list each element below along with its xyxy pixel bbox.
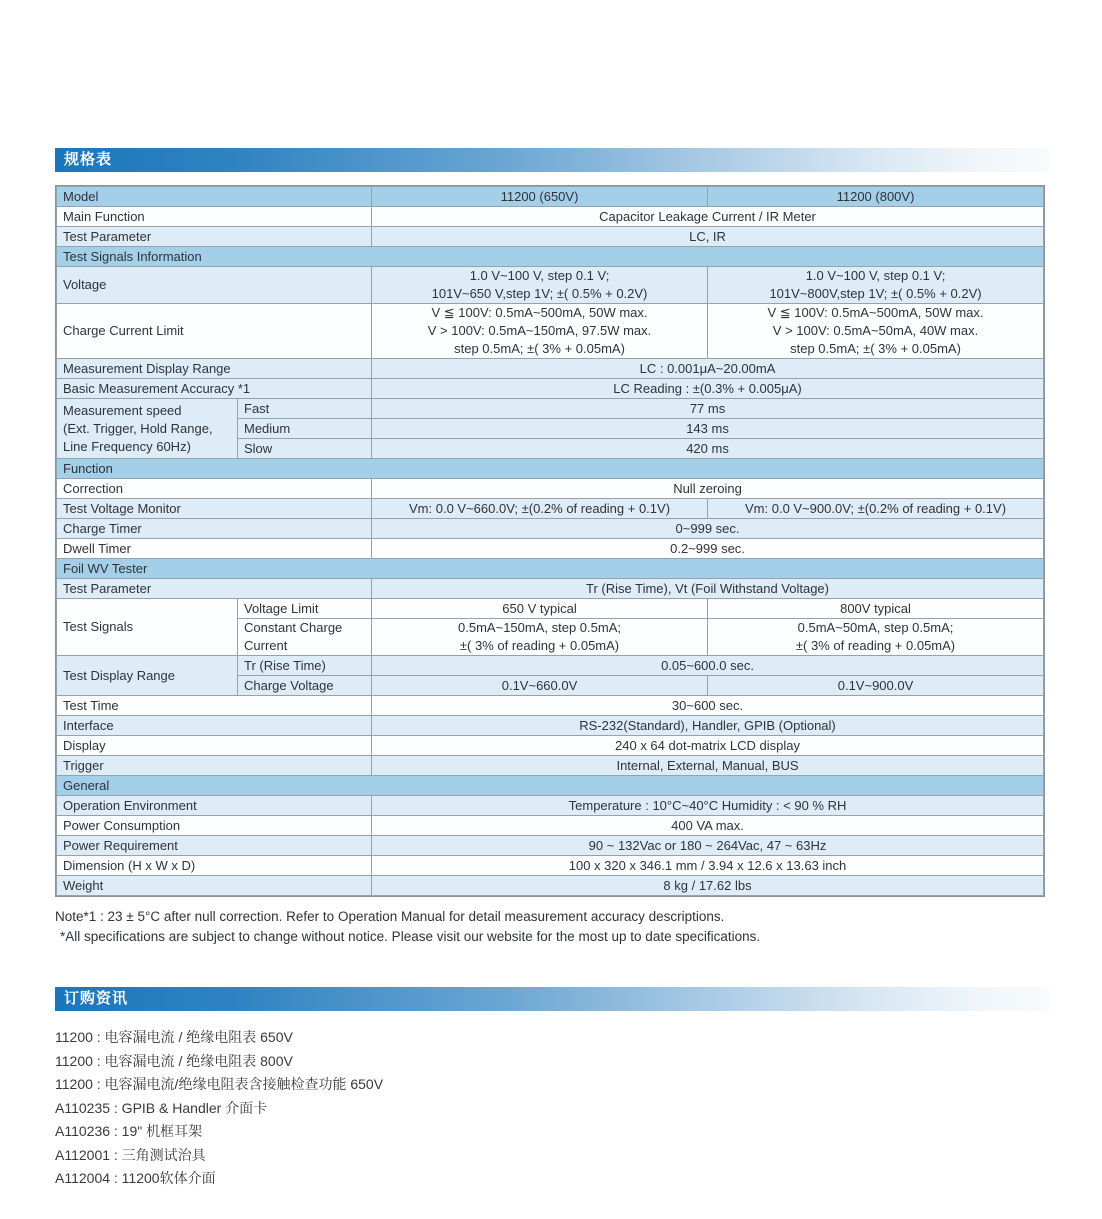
cell-line: V ≦ 100V: 0.5mA~500mA, 50W max. <box>431 305 648 320</box>
cell-line: ±( 3% of reading + 0.05mA) <box>795 638 956 653</box>
spec-section-foil-wv-tester <box>57 559 1043 578</box>
cell-line: 0.5mA~50mA, step 0.5mA; <box>797 620 954 635</box>
spec-row-dimension <box>57 856 1043 875</box>
row-label: Display <box>57 736 371 755</box>
spec-row-charge-timer <box>57 519 1043 538</box>
speed-group-label <box>57 399 237 458</box>
tvm-650-cell: Vm: 0.0 V~660.0V; ±(0.2% of reading + 0.1V) <box>372 499 707 518</box>
spec-row-dwell-timer <box>57 539 1043 558</box>
cell-line: 101V~800V,step 1V; ±( 0.5% + 0.2V) <box>769 286 982 301</box>
spec-row-operation-environment <box>57 796 1043 815</box>
ordering-item: 11200 : 电容漏电流 / 绝缘电阻表 650V <box>55 1029 293 1045</box>
row-label: Voltage <box>57 267 371 303</box>
spec-section-title: 规格表 <box>64 151 113 168</box>
cell-line: V > 100V: 0.5mA~50mA, 40W max. <box>772 323 979 338</box>
row-label: Correction <box>57 479 371 498</box>
row-value: 0.2~999 sec. <box>372 539 1043 558</box>
section-header: Foil WV Tester <box>57 559 1043 578</box>
row-label: Power Requirement <box>57 836 371 855</box>
cell-line: V ≦ 100V: 0.5mA~500mA, 50W max. <box>767 305 984 320</box>
spec-row-tr-rise-time <box>57 656 1043 675</box>
row-label: Dimension (H x W x D) <box>57 856 371 875</box>
row-label: Test Parameter <box>57 579 371 598</box>
row-value: Null zeroing <box>372 479 1043 498</box>
label-line: Measurement speed <box>63 402 182 418</box>
section-header: Function <box>57 459 1043 478</box>
footnote-accuracy: Note*1 : 23 ± 5°C after null correction. Refer to Operation Manual for detail measurement accuracy descriptions. <box>55 909 725 924</box>
row-label: Power Consumption <box>57 816 371 835</box>
spec-row-correction <box>57 479 1043 498</box>
model-800-cell: 11200 (800V) <box>708 187 1043 206</box>
speed-value: 143 ms <box>372 419 1043 438</box>
row-value: 90 ~ 132Vac or 180 ~ 264Vac, 47 ~ 63Hz <box>372 836 1043 855</box>
spec-row-voltage <box>57 267 1043 303</box>
voltage-650-cell <box>372 267 707 303</box>
section-header: General <box>57 776 1043 795</box>
voltage-limit-650-cell: 650 V typical <box>372 599 707 618</box>
ccl-650-cell <box>372 304 707 358</box>
sub-label: Voltage Limit <box>238 599 371 618</box>
row-label: Weight <box>57 876 371 895</box>
ccl-800-cell <box>708 304 1043 358</box>
sub-label: Charge Voltage <box>238 676 371 695</box>
spec-row-speed-fast <box>57 399 1043 418</box>
row-label: Main Function <box>57 207 371 226</box>
ordering-section-bar <box>55 987 1049 1011</box>
row-label: Dwell Timer <box>57 539 371 558</box>
spec-row-test-voltage-monitor <box>57 499 1043 518</box>
charge-voltage-800-cell: 0.1V~900.0V <box>708 676 1043 695</box>
cell-line: 1.0 V~100 V, step 0.1 V; <box>469 268 610 283</box>
speed-sub-label: Slow <box>238 439 371 458</box>
spec-row-test-time <box>57 696 1043 715</box>
spec-row-interface <box>57 716 1043 735</box>
cell-line: ±( 3% of reading + 0.05mA) <box>459 638 620 653</box>
row-value: 100 x 320 x 346.1 mm / 3.94 x 12.6 x 13.63 inch <box>372 856 1043 875</box>
spec-section-general <box>57 776 1043 795</box>
spec-row-display <box>57 736 1043 755</box>
footnotes <box>55 907 1045 946</box>
cell-line: V > 100V: 0.5mA~150mA, 97.5W max. <box>427 323 652 338</box>
spec-table <box>55 185 1045 897</box>
spec-section-function <box>57 459 1043 478</box>
row-value: 240 x 64 dot-matrix LCD display <box>372 736 1043 755</box>
row-value: RS-232(Standard), Handler, GPIB (Optional) <box>372 716 1043 735</box>
test-signals-group-label: Test Signals <box>57 599 237 655</box>
ordering-item: A112004 : 11200软体介面 <box>55 1170 216 1186</box>
row-label: Model <box>57 187 371 206</box>
spec-row-display-range <box>57 359 1043 378</box>
row-label: Test Parameter <box>57 227 371 246</box>
tvm-800-cell: Vm: 0.0 V~900.0V; ±(0.2% of reading + 0.1V) <box>708 499 1043 518</box>
spec-row-model <box>57 187 1043 206</box>
spec-row-power-consumption <box>57 816 1043 835</box>
tr-value: 0.05~600.0 sec. <box>372 656 1043 675</box>
speed-sub-label: Fast <box>238 399 371 418</box>
row-label: Charge Timer <box>57 519 371 538</box>
spec-row-main-function <box>57 207 1043 226</box>
spec-row-charge-current-limit <box>57 304 1043 358</box>
row-value: Temperature : 10°C~40°C Humidity : < 90 % RH <box>372 796 1043 815</box>
ordering-list <box>55 1026 1045 1191</box>
voltage-800-cell <box>708 267 1043 303</box>
row-value: LC Reading : ±(0.3% + 0.005μA) <box>372 379 1043 398</box>
sub-label: Tr (Rise Time) <box>238 656 371 675</box>
row-value: 400 VA max. <box>372 816 1043 835</box>
row-value: Internal, External, Manual, BUS <box>372 756 1043 775</box>
row-label: Test Time <box>57 696 371 715</box>
row-label: Charge Current Limit <box>57 304 371 358</box>
sub-label: Constant Charge Current <box>238 619 371 655</box>
charge-voltage-650-cell: 0.1V~660.0V <box>372 676 707 695</box>
row-value: Capacitor Leakage Current / IR Meter <box>372 207 1043 226</box>
row-label: Trigger <box>57 756 371 775</box>
speed-value: 77 ms <box>372 399 1043 418</box>
cell-line: 1.0 V~100 V, step 0.1 V; <box>805 268 946 283</box>
label-line: (Ext. Trigger, Hold Range, <box>63 420 213 436</box>
cell-line: step 0.5mA; ±( 3% + 0.05mA) <box>454 341 625 356</box>
cell-line: 101V~650 V,step 1V; ±( 0.5% + 0.2V) <box>431 286 648 301</box>
row-label: Measurement Display Range <box>57 359 371 378</box>
cell-line: step 0.5mA; ±( 3% + 0.05mA) <box>790 341 961 356</box>
spec-row-accuracy <box>57 379 1043 398</box>
ordering-item: 11200 : 电容漏电流 / 绝缘电阻表 800V <box>55 1052 293 1069</box>
ccc-650-cell <box>372 619 707 655</box>
footnote-disclaimer: *All specifications are subject to change without notice. Please visit our website for the most up to date specifications. <box>60 928 761 944</box>
spec-row-weight <box>57 876 1043 895</box>
row-value: 30~600 sec. <box>372 696 1043 715</box>
row-label: Test Voltage Monitor <box>57 499 371 518</box>
spec-section-bar <box>55 148 1049 172</box>
row-label: Basic Measurement Accuracy *1 <box>57 379 371 398</box>
spec-row-trigger <box>57 756 1043 775</box>
ordering-item: A112001 : 三角测试治具 <box>55 1146 206 1163</box>
label-line: Line Frequency 60Hz) <box>63 438 191 454</box>
row-value: LC : 0.001μA~20.00mA <box>372 359 1043 378</box>
spec-row-voltage-limit <box>57 599 1043 618</box>
spec-row-test-parameter <box>57 227 1043 246</box>
spec-row-power-requirement <box>57 836 1043 855</box>
row-value: 0~999 sec. <box>372 519 1043 538</box>
row-value: LC, IR <box>372 227 1043 246</box>
row-label: Operation Environment <box>57 796 371 815</box>
ordering-section-title: 订购资讯 <box>64 990 129 1007</box>
model-650-cell: 11200 (650V) <box>372 187 707 206</box>
spec-row-foil-test-parameter <box>57 579 1043 598</box>
ccc-800-cell <box>708 619 1043 655</box>
spec-section-test-signals <box>57 247 1043 266</box>
ordering-item: A110236 : 19" 机框耳架 <box>55 1123 203 1139</box>
speed-sub-label: Medium <box>238 419 371 438</box>
ordering-item: 11200 : 电容漏电流/绝缘电阻表含接触检查功能 650V <box>55 1076 384 1092</box>
section-header: Test Signals Information <box>57 247 1043 266</box>
speed-value: 420 ms <box>372 439 1043 458</box>
test-display-range-group-label: Test Display Range <box>57 656 237 695</box>
voltage-limit-800-cell: 800V typical <box>708 599 1043 618</box>
row-value: 8 kg / 17.62 lbs <box>372 876 1043 895</box>
row-value: Tr (Rise Time), Vt (Foil Withstand Voltage) <box>372 579 1043 598</box>
row-label: Interface <box>57 716 371 735</box>
ordering-item: A110235 : GPIB & Handler 介面卡 <box>55 1099 268 1116</box>
cell-line: 0.5mA~150mA, step 0.5mA; <box>458 620 621 635</box>
